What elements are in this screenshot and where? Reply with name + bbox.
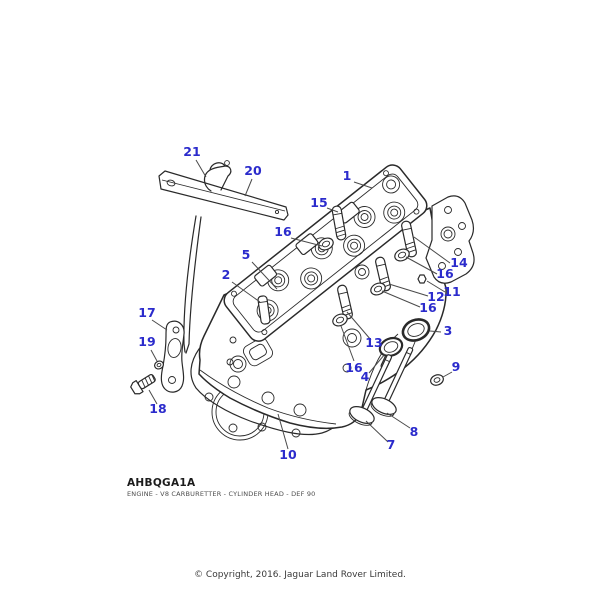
part-label-9: 9 (451, 359, 461, 374)
part-label-14: 14 (450, 255, 468, 270)
part-label-7: 7 (386, 437, 396, 452)
part-label-13: 13 (365, 335, 383, 350)
part-label-2: 2 (221, 267, 231, 282)
part-label-10: 10 (279, 447, 297, 462)
part-label-12: 12 (427, 289, 445, 304)
part-label-1: 1 (342, 168, 352, 183)
part-label-8: 8 (409, 424, 419, 439)
dipstick-tube-drawing (184, 216, 201, 353)
part-label-16a: 16 (274, 224, 292, 239)
part-label-20: 20 (244, 163, 262, 178)
bracket-drawing (159, 171, 288, 220)
bolt-18-drawing (129, 372, 157, 396)
part-label-18: 18 (149, 401, 167, 416)
manifold-gasket-drawing (161, 321, 184, 392)
diagram-caption: ENGINE - V8 CARBURETTER - CYLINDER HEAD - DEF 90 (127, 490, 316, 498)
part-label-16b: 16 (436, 266, 454, 281)
part-label-4: 4 (360, 369, 370, 384)
part-label-16c: 16 (419, 300, 437, 315)
washer-9-drawing (429, 373, 445, 387)
diagram-code: AHBQGA1A (127, 477, 196, 489)
part-label-11: 11 (443, 284, 461, 299)
part-label-5: 5 (241, 247, 251, 262)
part-label-15: 15 (310, 195, 328, 210)
plug-drawing (418, 275, 426, 283)
diagram-code-block (127, 477, 316, 498)
part-label-17: 17 (138, 305, 156, 320)
part-label-21: 21 (183, 144, 201, 159)
part-label-3: 3 (443, 323, 453, 338)
part-label-19: 19 (138, 334, 156, 349)
part-label-16d: 16 (345, 360, 363, 375)
copyright-text: © Copyright, 2016. Jaguar Land Rover Limited. (194, 570, 406, 580)
